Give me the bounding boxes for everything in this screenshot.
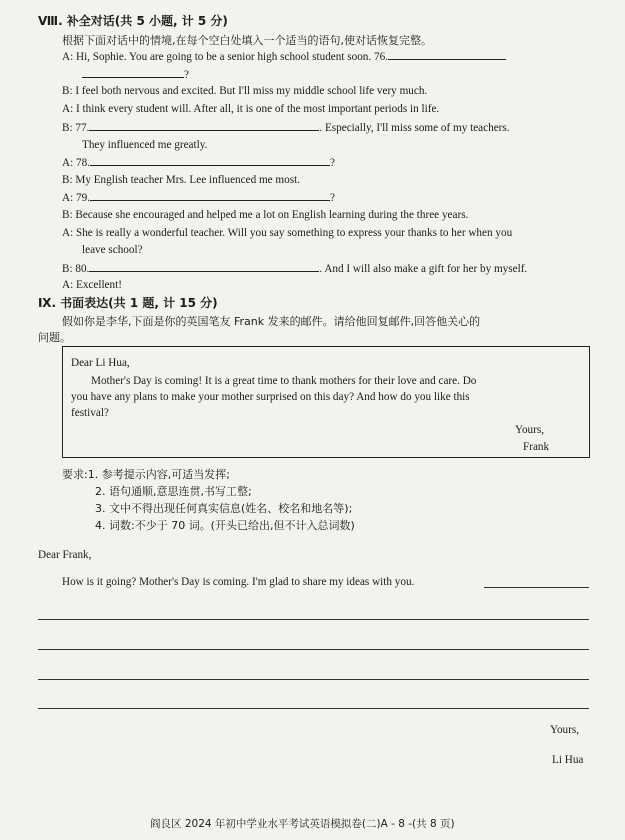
dialogue-text: B: 80. [62, 263, 90, 275]
email-sender: Frank [523, 441, 550, 453]
dialogue-text: ? [329, 192, 335, 204]
dialogue-line-b5 [62, 260, 527, 277]
dialogue-line-a5: A: She is really a wonderful teacher. Will you say something to express your thanks to her when you [62, 227, 513, 239]
dialogue-text: ? [184, 69, 189, 81]
blank-79[interactable] [90, 189, 330, 201]
writing-line[interactable] [484, 587, 589, 588]
dialogue-text: A: 78. [62, 157, 90, 169]
reply-greeting: Dear Frank, [38, 549, 92, 561]
section8-title: Ⅷ. 补全对话(共 5 小题, 计 5 分) [38, 14, 228, 28]
reply-opening: How is it going? Mother's Day is coming. I'm glad to share my ideas with you. [62, 576, 415, 588]
dialogue-line-b3: B: My English teacher Mrs. Lee influenced me most. [62, 174, 300, 186]
dialogue-line-a2: A: I think every student will. After all, it is one of the most important periods in life. [62, 103, 440, 115]
email-body-line2: you have any plans to make your mother surprised on this day? And how do you like this [71, 391, 470, 403]
dialogue-text: A: Hi, Sophie. You are going to be a senior high school student soon. 76. [62, 51, 388, 63]
dialogue-text: . And I will also make a gift for her by myself. [319, 263, 528, 275]
blank-78[interactable] [90, 154, 330, 166]
dialogue-text: A: 79. [62, 192, 90, 204]
email-greeting: Dear Li Hua, [71, 357, 130, 369]
page-footer: 阎良区 2024 年初中学业水平考试英语模拟卷(二)A - 8 -(共 8 页) [150, 818, 455, 830]
email-body-line3: festival? [71, 407, 109, 419]
writing-line[interactable] [38, 619, 589, 620]
writing-line[interactable] [38, 679, 589, 680]
requirement-4: 4. 词数:不少于 70 词。(开头已给出,但不计入总词数) [95, 519, 355, 532]
blank-77[interactable] [89, 119, 319, 131]
dialogue-line-a1 [62, 48, 506, 65]
writing-line[interactable] [38, 708, 589, 709]
dialogue-text: . Especially, I'll miss some of my teachers. [319, 122, 510, 134]
email-closing: Yours, [515, 424, 545, 436]
dialogue-line-a5-cont: leave school? [82, 244, 143, 256]
requirement-3: 3. 文中不得出现任何真实信息(姓名、校名和地名等); [95, 502, 353, 515]
dialogue-line-b1: B: I feel both nervous and excited. But I'll miss my middle school life very much. [62, 85, 428, 97]
dialogue-line-b2 [62, 119, 510, 136]
reply-closing: Yours, [550, 724, 580, 736]
reply-signature: Li Hua [552, 754, 584, 766]
writing-line[interactable] [38, 649, 589, 650]
requirement-2: 2. 语句通顺,意思连贯,书写工整; [95, 485, 252, 498]
dialogue-line-b2-cont: They influenced me greatly. [82, 139, 208, 151]
email-body-line1: Mother's Day is coming! It is a great time to thank mothers for their love and care. Do [91, 375, 477, 387]
blank-76-cont[interactable] [82, 66, 184, 78]
dialogue-line-a3 [62, 154, 335, 171]
section9-instruction-line2: 问题。 [38, 331, 71, 344]
section9-instruction-line1: 假如你是李华,下面是你的英国笔友 Frank 发来的邮件。请给他回复邮件,回答他关心的 [62, 315, 481, 328]
email-box [62, 346, 590, 458]
dialogue-line-a1-cont [82, 66, 189, 83]
blank-80[interactable] [89, 260, 319, 272]
blank-76[interactable] [388, 48, 506, 60]
requirements-label: 要求:1. 参考提示内容,可适当发挥; [62, 468, 230, 481]
dialogue-text: ? [329, 157, 335, 169]
dialogue-line-b4: B: Because she encouraged and helped me a lot on English learning during the three years. [62, 209, 469, 221]
dialogue-line-a4 [62, 189, 335, 206]
section8-instruction: 根据下面对话中的情境,在每个空白处填入一个适当的语句,使对话恢复完整。 [62, 34, 432, 47]
dialogue-text: B: 77. [62, 122, 90, 134]
dialogue-line-a6: A: Excellent! [62, 279, 122, 291]
section9-title: Ⅸ. 书面表达(共 1 题, 计 15 分) [38, 296, 218, 310]
